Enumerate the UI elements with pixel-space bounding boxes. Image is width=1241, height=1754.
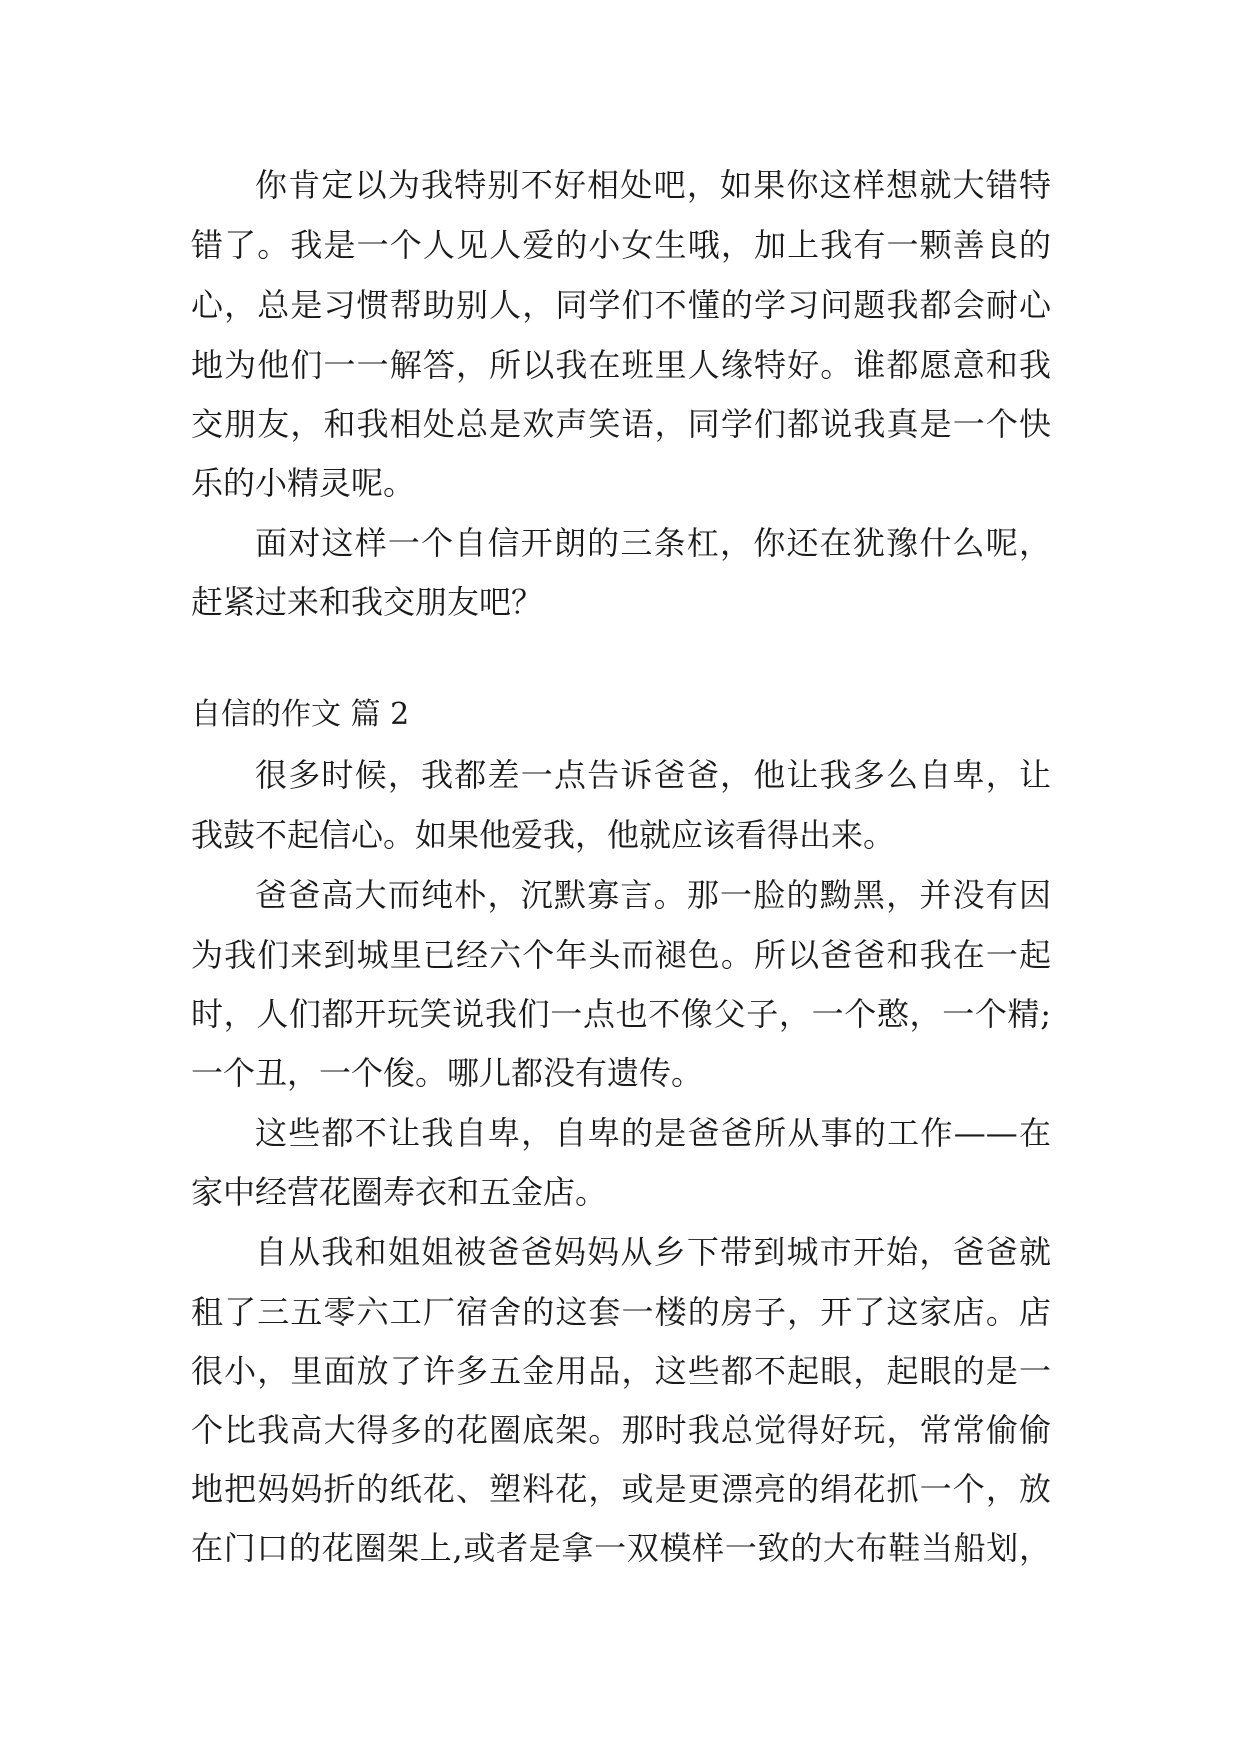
text-line: 一个丑，一个俊。哪儿都没有遗传。 xyxy=(191,1054,704,1092)
section-heading: 自信的作文 篇 2 xyxy=(191,697,410,732)
text-line: 我鼓不起信心。如果他爱我，他就应该看得出来。 xyxy=(191,816,896,854)
text-line: 在门口的花圈架上,或者是拿一双模样一致的大布鞋当船划， xyxy=(191,1529,1051,1567)
text-line: 赶紧过来和我交朋友吧？ xyxy=(191,583,544,621)
text-line: 个比我高大得多的花圈底架。那时我总觉得好玩，常常偷偷 xyxy=(191,1411,1051,1449)
text-line: 很小，里面放了许多五金用品，这些都不起眼，起眼的是一 xyxy=(191,1352,1051,1390)
text-line: 这些都不让我自卑，自卑的是爸爸所从事的工作——在 xyxy=(255,1114,1051,1152)
text-line: 家中经营花圈寿衣和五金店。 xyxy=(191,1173,608,1211)
text-line: 为我们来到城里已经六个年头而褪色。所以爸爸和我在一起 xyxy=(191,936,1051,974)
text-line: 你肯定以为我特别不好相处吧，如果你这样想就大错特 xyxy=(255,166,1051,204)
text-line: 错了。我是一个人见人爱的小女生哦，加上我有一颗善良的 xyxy=(191,226,1051,264)
text-line: 乐的小精灵呢。 xyxy=(191,464,416,502)
text-line: 地把妈妈折的纸花、塑料花，或是更漂亮的绢花抓一个，放 xyxy=(191,1470,1051,1508)
text-line: 地为他们一一解答，所以我在班里人缘特好。谁都愿意和我 xyxy=(191,346,1051,384)
text-line: 很多时候，我都差一点告诉爸爸，他让我多么自卑，让 xyxy=(255,756,1051,794)
text-line: 爸爸高大而纯朴，沉默寡言。那一脸的黝黑，并没有因 xyxy=(255,876,1051,914)
text-line: 自从我和姐姐被爸爸妈妈从乡下带到城市开始，爸爸就 xyxy=(255,1233,1051,1271)
text-line: 交朋友，和我相处总是欢声笑语，同学们都说我真是一个快 xyxy=(191,405,1051,443)
text-line: 面对这样一个自信开朗的三条杠，你还在犹豫什么呢， xyxy=(255,524,1051,562)
text-line: 心，总是习惯帮助别人，同学们不懂的学习问题我都会耐心 xyxy=(191,286,1051,324)
text-line: 租了三五零六工厂宿舍的这套一楼的房子，开了这家店。店 xyxy=(191,1293,1051,1331)
text-line: 时，人们都开玩笑说我们一点也不像父子，一个憨，一个精; xyxy=(191,995,1051,1033)
